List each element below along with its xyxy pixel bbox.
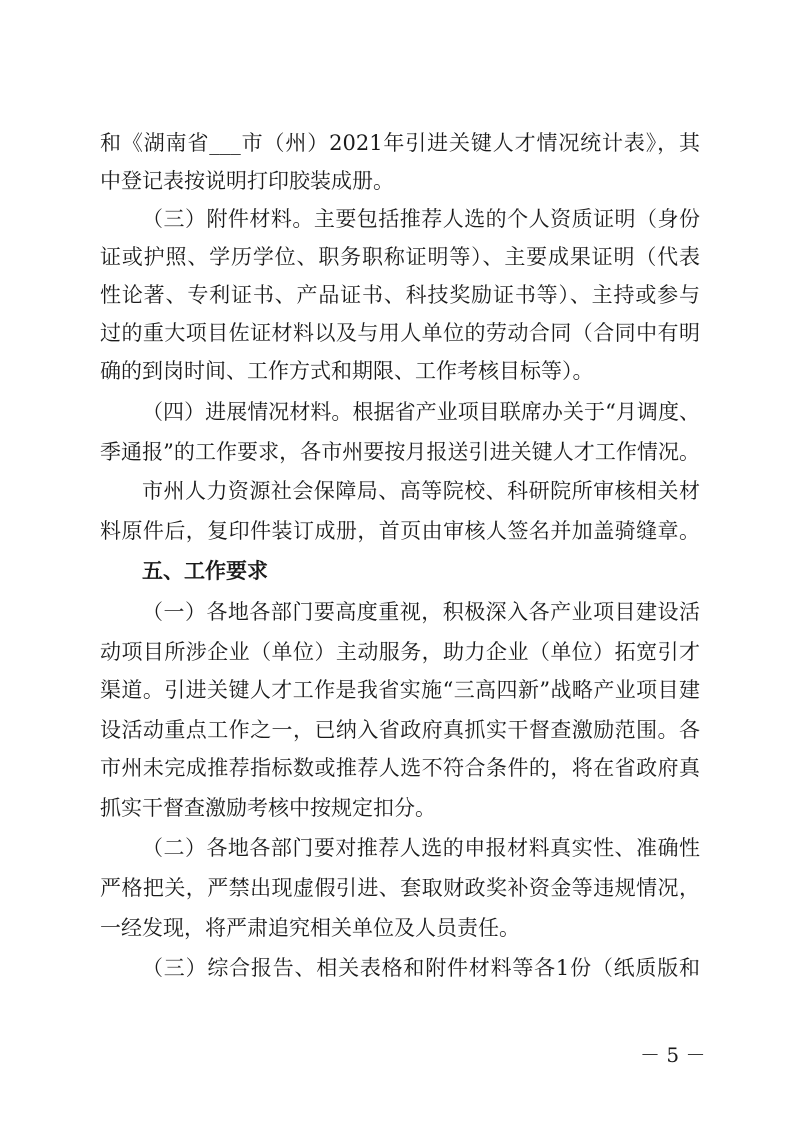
paragraph-start-line: （三）附件材料。主要包括推荐人选的个人资质证明（身份 (142, 207, 700, 231)
paragraph-start-line: （三）综合报告、相关表格和附件材料等各1份（纸质版和 (142, 956, 700, 980)
text-line: 渠道。引进关键人才工作是我省实施“三高四新”战略产业项目建 (100, 678, 700, 702)
text-line: 过的重大项目佐证材料以及与用人单位的劳动合同（合同中有明 (100, 321, 700, 345)
text-line: 和《湖南省___市（州）2021年引进关键人才情况统计表》，其 (100, 131, 700, 155)
text-line: 料原件后，复印件装订成册，首页由审核人签名并加盖骑缝章。 (100, 519, 700, 543)
text-line: 动项目所涉企业（单位）主动服务，助力企业（单位）拓宽引才 (100, 640, 700, 664)
text-line: 设活动重点工作之一，已纳入省政府真抓实干督查激励范围。各 (100, 718, 700, 742)
page-number: － 5 － (640, 1043, 706, 1067)
text-line: 抓实干督查激励考核中按规定扣分。 (100, 796, 436, 820)
paragraph-start-line: （二）各地各部门要对推荐人选的申报材料真实性、准确性 (142, 836, 700, 860)
text-line: 中登记表按说明打印胶装成册。 (100, 169, 394, 193)
paragraph-start-line: （一）各地各部门要高度重视，积极深入各产业项目建设活 (142, 600, 700, 624)
text-line: 一经发现，将严肃追究相关单位及人员责任。 (100, 916, 520, 940)
section-heading: 五、工作要求 (142, 559, 268, 583)
text-line: 证或护照、学历学位、职务职称证明等）、主要成果证明（代表 (100, 245, 700, 269)
text-line: 市州未完成推荐指标数或推荐人选不符合条件的，将在省政府真 (100, 756, 700, 780)
text-line: 严格把关，严禁出现虚假引进、套取财政奖补资金等违规情况， (100, 876, 700, 900)
paragraph-start-line: （四）进展情况材料。根据省产业项目联席办关于“月调度、 (142, 400, 700, 424)
text-line: 性论著、专利证书、产品证书、科技奖励证书等）、主持或参与 (100, 283, 700, 307)
paragraph-start-line: 市州人力资源社会保障局、高等院校、科研院所审核相关材 (142, 479, 700, 503)
text-line: 季通报”的工作要求，各市州要按月报送引进关键人才工作情况。 (100, 440, 700, 464)
text-line: 确的到岗时间、工作方式和期限、工作考核目标等）。 (100, 359, 594, 383)
